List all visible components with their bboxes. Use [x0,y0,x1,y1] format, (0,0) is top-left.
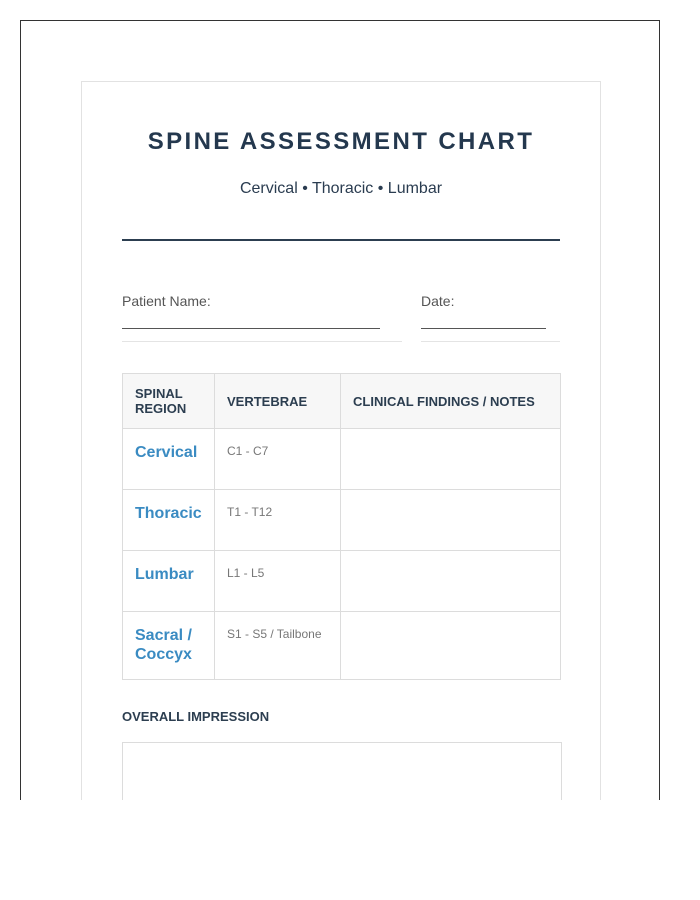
title-divider [122,239,560,241]
date-field[interactable] [421,328,546,329]
date-underline [421,341,560,342]
document-frame [20,20,660,800]
overall-impression-label: OVERALL IMPRESSION [122,709,270,724]
chart-subtitle: Cervical • Thoracic • Lumbar [239,180,443,197]
notes-lumbar[interactable] [341,551,561,612]
overall-impression-field[interactable] [122,742,562,800]
patient-name-underline [122,341,402,342]
vertebrae-sacral-coccyx: S1 - S5 / Tailbone [215,612,341,680]
region-thoracic: Thoracic [123,490,215,551]
header-clinical-notes: CLINICAL FINDINGS / NOTES [341,374,561,429]
date-label: Date: [421,293,455,309]
region-lumbar: Lumbar [123,551,215,612]
table-row [123,429,561,490]
patient-name-field[interactable] [122,328,380,329]
region-cervical: Cervical [123,429,215,490]
region-sacral-coccyx: Sacral / Coccyx [123,612,215,680]
table-row [123,490,561,551]
vertebrae-cervical: C1 - C7 [215,429,341,490]
chart-title: SPINE ASSESSMENT CHART [147,128,535,155]
table-row [123,551,561,612]
spine-assessment-table [122,373,561,680]
notes-cervical[interactable] [341,429,561,490]
notes-thoracic[interactable] [341,490,561,551]
patient-name-label: Patient Name: [122,293,211,309]
table-header-row [123,374,561,429]
table-row [123,612,561,680]
vertebrae-thoracic: T1 - T12 [215,490,341,551]
assessment-sheet [81,81,601,800]
header-vertebrae: VERTEBRAE [215,374,341,429]
header-spinal-region: SPINAL REGION [123,374,215,429]
vertebrae-lumbar: L1 - L5 [215,551,341,612]
notes-sacral-coccyx[interactable] [341,612,561,680]
